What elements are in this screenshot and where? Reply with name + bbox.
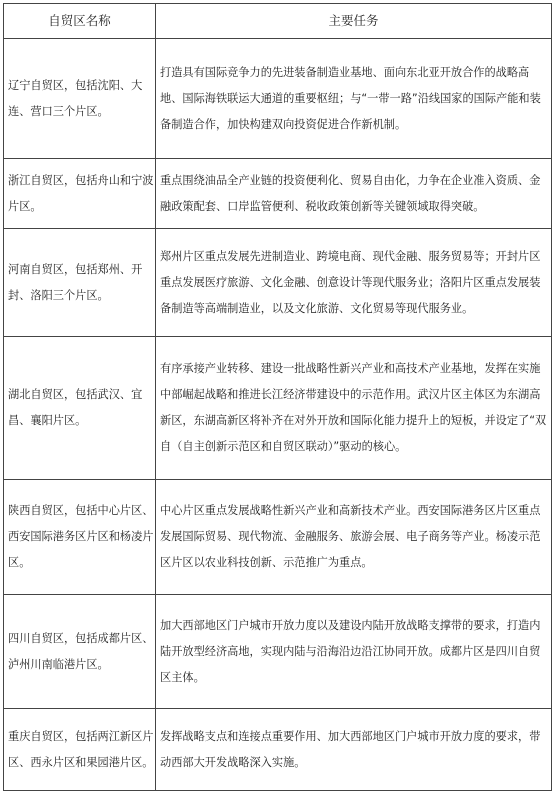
zone-name-cell: 陕西自贸区，包括中心片区、西安国际港务区片区和杨凌片区。 [4,480,156,595]
zone-task-cell: 发挥战略支点和连接点重要作用、加大西部地区门户城市开放力度的要求，带动西部大开发战略深入实施。 [156,709,552,791]
zone-name-cell: 浙江自贸区，包括舟山和宁波片区。 [4,159,156,229]
zone-task-cell: 有序承接产业转移、建设一批战略性新兴产业和高技术产业基地，发挥在实施中部崛起战略和推进长江经济带建设中的示范作用。武汉片区主体区为东湖高新区，东湖高新区将补齐在对外开放和国际化能力提升上的短板，并设定了“双自（自主创新示范区和自贸区联动）”驱动的核心。 [156,337,552,480]
zone-name-cell: 辽宁自贸区，包括沈阳、大连、营口三个片区。 [4,39,156,159]
table-row [4,595,552,709]
zone-task-cell: 重点围绕油品全产业链的投资便利化、贸易自由化，力争在企业准入资质、金融政策配套、口岸监管便利、税收政策创新等关键领域取得突破。 [156,159,552,229]
table-header-row [4,4,552,39]
table-row [4,337,552,480]
header-zone-name: 自贸区名称 [4,4,156,39]
table-row [4,709,552,791]
header-main-tasks: 主要任务 [156,4,552,39]
table-row [4,229,552,337]
zone-name-cell: 湖北自贸区，包括武汉、宜昌、襄阳片区。 [4,337,156,480]
zone-task-cell: 郑州片区重点发展先进制造业、跨境电商、现代金融、服务贸易等；开封片区重点发展医疗旅游、文化金融、创意设计等现代服务业；洛阳片区重点发展装备制造等高端制造业，以及文化旅游、文化贸易等现代服务业。 [156,229,552,337]
zone-name-cell: 河南自贸区，包括郑州、开封、洛阳三个片区。 [4,229,156,337]
zone-name-cell: 重庆自贸区，包括两江新区片区、西永片区和果园港片区。 [4,709,156,791]
table-row [4,480,552,595]
free-trade-zone-table [3,3,552,791]
zone-task-cell: 中心片区重点发展战略性新兴产业和高新技术产业。西安国际港务区片区重点发展国际贸易、现代物流、金融服务、旅游会展、电子商务等产业。杨凌示范区片区以农业科技创新、示范推广为重点。 [156,480,552,595]
zone-task-cell: 加大西部地区门户城市开放力度以及建设内陆开放战略支撑带的要求，打造内陆开放型经济高地，实现内陆与沿海沿边沿江协同开放。成都片区是四川自贸区主体。 [156,595,552,709]
zone-task-cell: 打造具有国际竞争力的先进装备制造业基地、面向东北亚开放合作的战略高地、国际海铁联运大通道的重要枢纽；与“一带一路”沿线国家的国际产能和装备制造合作，加快构建双向投资促进合作新机制。 [156,39,552,159]
table-row [4,159,552,229]
zone-name-cell: 四川自贸区，包括成都片区、泸州川南临港片区。 [4,595,156,709]
table-row [4,39,552,159]
